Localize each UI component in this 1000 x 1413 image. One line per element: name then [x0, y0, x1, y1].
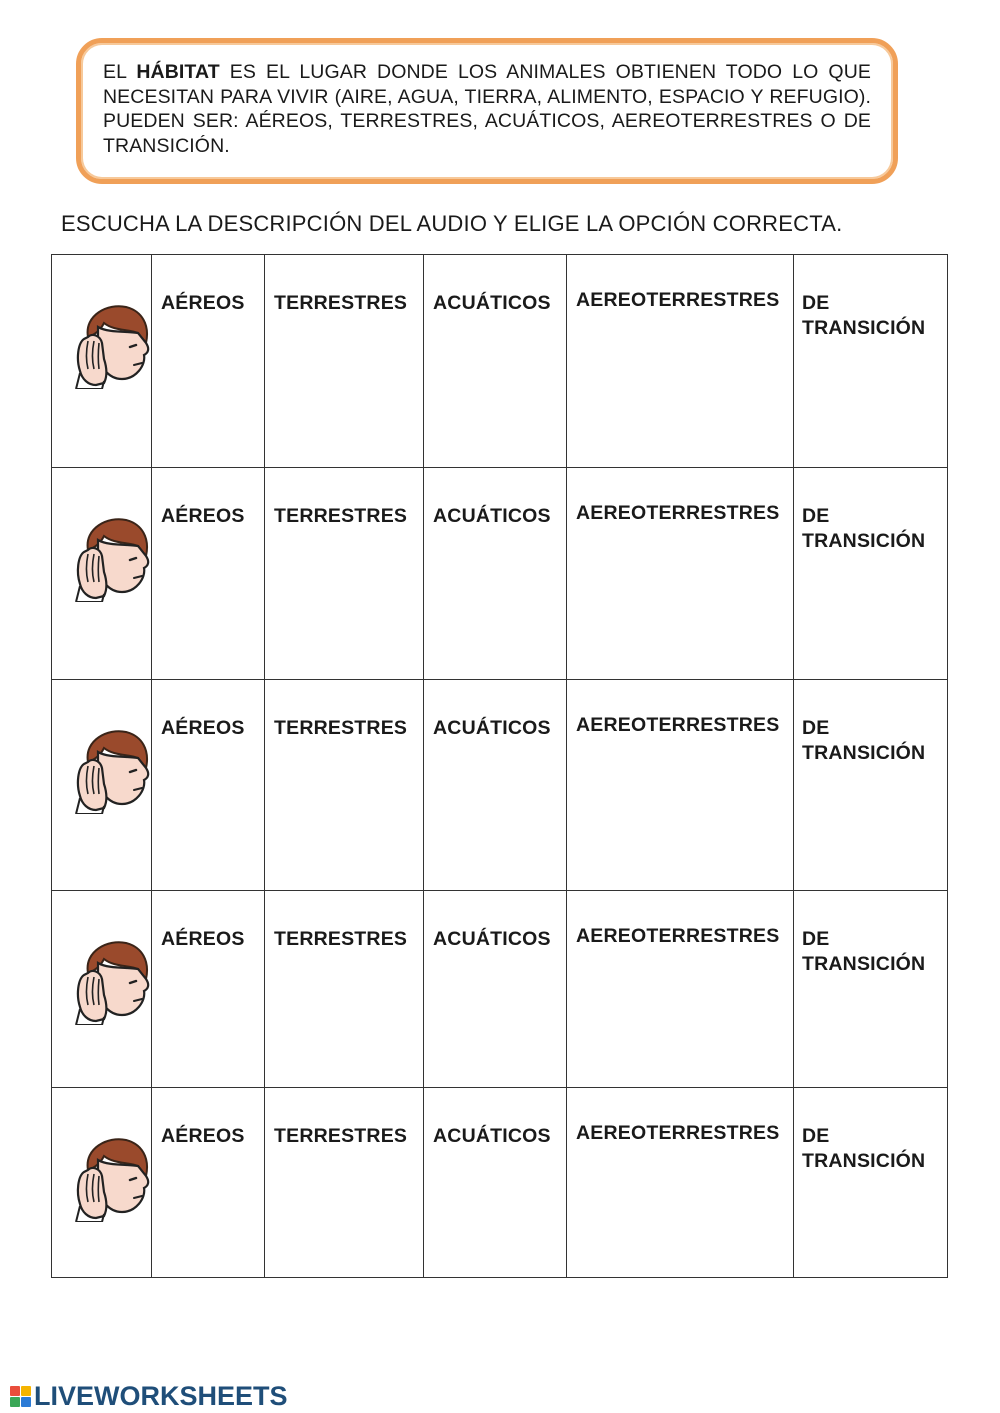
option-aereos[interactable] — [152, 255, 265, 468]
option-terrestres[interactable] — [265, 468, 424, 680]
instruction-text: ESCUCHA LA DESCRIPCIÓN DEL AUDIO Y ELIGE LA OPCIÓN CORRECTA. — [61, 211, 843, 236]
option-label[interactable]: AÉREOS — [161, 928, 245, 950]
audio-cell[interactable] — [52, 1088, 152, 1278]
habitat-info-box — [76, 38, 898, 184]
listening-boy-icon[interactable] — [74, 303, 150, 389]
option-aereos[interactable] — [152, 1088, 265, 1278]
option-label[interactable]: DE TRANSICIÓN — [802, 928, 926, 975]
option-aereoterrestres[interactable] — [567, 680, 794, 891]
option-terrestres[interactable] — [265, 255, 424, 468]
option-transicion[interactable] — [794, 680, 948, 891]
question-row — [52, 468, 948, 680]
option-label[interactable]: AEREOTERRESTRES — [576, 1122, 780, 1144]
question-row — [52, 891, 948, 1088]
option-aereoterrestres[interactable] — [567, 468, 794, 680]
option-aereoterrestres[interactable] — [567, 891, 794, 1088]
logo-text: LIVEWORKSHEETS — [34, 1380, 288, 1411]
option-label[interactable]: ACUÁTICOS — [433, 928, 551, 950]
option-label[interactable]: AÉREOS — [161, 717, 245, 739]
option-acuaticos[interactable] — [424, 468, 567, 680]
option-label[interactable]: TERRESTRES — [274, 505, 408, 527]
option-acuaticos[interactable] — [424, 255, 567, 468]
option-label[interactable]: AÉREOS — [161, 1125, 245, 1147]
listening-boy-icon[interactable] — [74, 516, 150, 602]
option-label[interactable]: DE TRANSICIÓN — [802, 505, 926, 552]
audio-cell[interactable] — [52, 680, 152, 891]
option-acuaticos[interactable] — [424, 680, 567, 891]
logo-mark-icon — [10, 1386, 31, 1407]
option-label[interactable]: AEREOTERRESTRES — [576, 289, 780, 311]
habitat-keyword: HÁBITAT — [136, 61, 220, 83]
option-label[interactable]: DE TRANSICIÓN — [802, 1125, 926, 1172]
listening-boy-icon[interactable] — [74, 939, 150, 1025]
option-label[interactable]: TERRESTRES — [274, 928, 408, 950]
option-terrestres[interactable] — [265, 1088, 424, 1278]
option-aereos[interactable] — [152, 680, 265, 891]
option-label[interactable]: AÉREOS — [161, 505, 245, 527]
question-row — [52, 1088, 948, 1278]
option-label[interactable]: AEREOTERRESTRES — [576, 925, 780, 947]
liveworksheets-logo — [10, 1381, 288, 1411]
audio-cell[interactable] — [52, 891, 152, 1088]
option-aereos[interactable] — [152, 891, 265, 1088]
option-acuaticos[interactable] — [424, 891, 567, 1088]
listening-boy-icon[interactable] — [74, 1136, 150, 1222]
answer-table — [51, 254, 948, 1278]
option-label[interactable]: AEREOTERRESTRES — [576, 714, 780, 736]
option-aereoterrestres[interactable] — [567, 255, 794, 468]
option-aereos[interactable] — [152, 468, 265, 680]
option-label[interactable]: DE TRANSICIÓN — [802, 292, 926, 339]
audio-cell[interactable] — [52, 255, 152, 468]
option-aereoterrestres[interactable] — [567, 1088, 794, 1278]
option-transicion[interactable] — [794, 891, 948, 1088]
option-transicion[interactable] — [794, 1088, 948, 1278]
question-row — [52, 255, 948, 468]
option-terrestres[interactable] — [265, 680, 424, 891]
option-label[interactable]: ACUÁTICOS — [433, 505, 551, 527]
audio-cell[interactable] — [52, 468, 152, 680]
option-label[interactable]: AEREOTERRESTRES — [576, 502, 780, 524]
option-label[interactable]: TERRESTRES — [274, 1125, 408, 1147]
listening-boy-icon[interactable] — [74, 728, 150, 814]
option-label[interactable]: ACUÁTICOS — [433, 292, 551, 314]
option-label[interactable]: TERRESTRES — [274, 292, 408, 314]
option-label[interactable]: TERRESTRES — [274, 717, 408, 739]
option-label[interactable]: AÉREOS — [161, 292, 245, 314]
option-label[interactable]: DE TRANSICIÓN — [802, 717, 926, 764]
option-label[interactable]: ACUÁTICOS — [433, 1125, 551, 1147]
habitat-definition: EL HÁBITAT ES EL LUGAR DONDE LOS ANIMALES OBTIENEN TODO LO QUE NECESITAN PARA VIVIR (AIRE, AGUA, TIERRA, ALIMENTO, ESPACIO Y REFUGIO). PUEDEN SER: AÉREOS, TERRESTRES, ACUÁTICOS, AEREOTERRESTRES O DE TRANSICIÓN. — [103, 61, 871, 157]
question-row — [52, 680, 948, 891]
option-label[interactable]: ACUÁTICOS — [433, 717, 551, 739]
option-transicion[interactable] — [794, 468, 948, 680]
option-terrestres[interactable] — [265, 891, 424, 1088]
option-acuaticos[interactable] — [424, 1088, 567, 1278]
option-transicion[interactable] — [794, 255, 948, 468]
